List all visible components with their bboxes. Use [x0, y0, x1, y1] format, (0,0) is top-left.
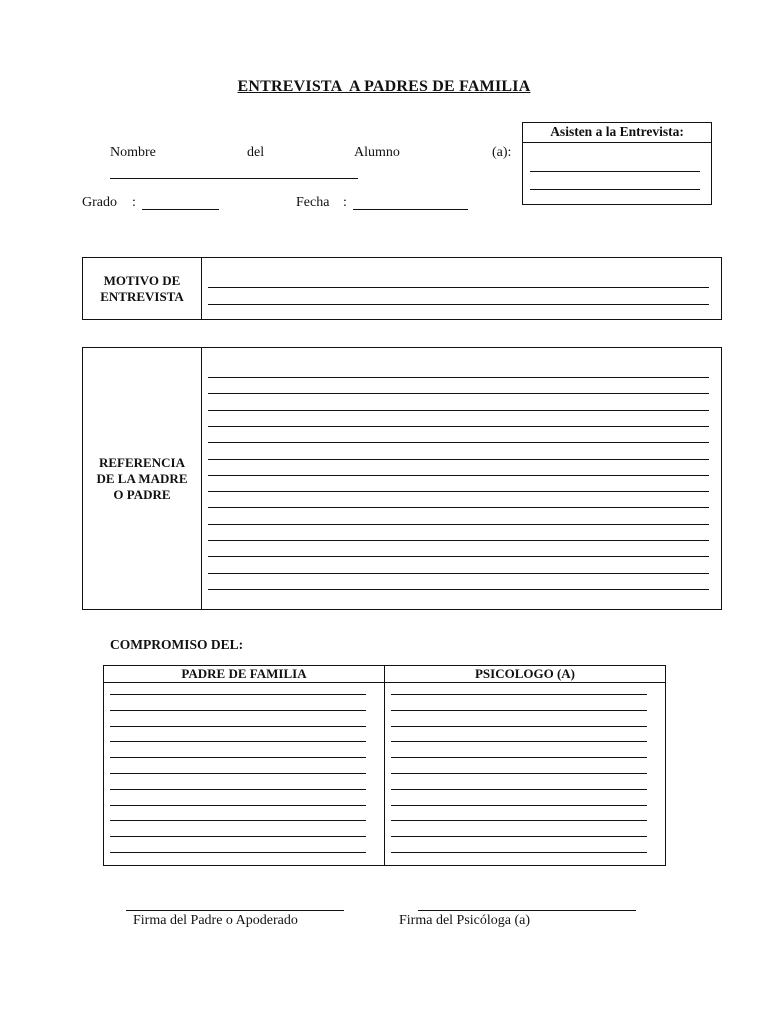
referencia-line[interactable] — [208, 459, 709, 460]
page-title: ENTREVISTA A PADRES DE FAMILIA — [237, 78, 531, 95]
motivo-label — [83, 258, 202, 319]
padre-line[interactable] — [110, 757, 366, 758]
psicologo-line[interactable] — [391, 852, 647, 853]
padre-line[interactable] — [110, 710, 366, 711]
student-name-field[interactable] — [110, 178, 358, 179]
padre-line[interactable] — [110, 805, 366, 806]
motivo-box — [82, 257, 722, 320]
grado-field[interactable] — [142, 209, 219, 210]
padre-line[interactable] — [110, 726, 366, 727]
referencia-line[interactable] — [208, 556, 709, 557]
padre-line[interactable] — [110, 773, 366, 774]
referencia-box — [82, 347, 722, 610]
psicologo-line[interactable] — [391, 773, 647, 774]
referencia-line[interactable] — [208, 540, 709, 541]
referencia-line[interactable] — [208, 524, 709, 525]
referencia-line[interactable] — [208, 507, 709, 508]
psicologo-line[interactable] — [391, 836, 647, 837]
firma-padre-line[interactable] — [126, 910, 344, 911]
motivo-line[interactable] — [208, 304, 709, 305]
padre-line[interactable] — [110, 820, 366, 821]
psicologo-line[interactable] — [391, 694, 647, 695]
fecha-colon: : — [343, 195, 347, 210]
padre-line[interactable] — [110, 694, 366, 695]
psicologo-line[interactable] — [391, 820, 647, 821]
referencia-line[interactable] — [208, 377, 709, 378]
referencia-line[interactable] — [208, 589, 709, 590]
motivo-label-line: MOTIVO DE — [103, 272, 181, 288]
alumno-label: Alumno — [354, 145, 400, 160]
del-label: del — [247, 145, 265, 160]
padre-column-header: PADRE DE FAMILIA — [104, 666, 384, 683]
motivo-line[interactable] — [208, 287, 709, 288]
psicologo-line[interactable] — [391, 805, 647, 806]
padre-line[interactable] — [110, 836, 366, 837]
padre-line[interactable] — [110, 852, 366, 853]
psicologo-line[interactable] — [391, 741, 647, 742]
asisten-line[interactable] — [530, 171, 700, 172]
padre-column — [104, 666, 384, 865]
compromiso-table — [103, 665, 666, 866]
referencia-line[interactable] — [208, 573, 709, 574]
grado-label: Grado — [82, 195, 117, 210]
asisten-title: Asisten a la Entrevista: — [523, 123, 711, 143]
padre-line[interactable] — [110, 741, 366, 742]
referencia-label-line: REFERENCIA — [99, 454, 185, 470]
psicologo-line[interactable] — [391, 710, 647, 711]
psicologo-line[interactable] — [391, 789, 647, 790]
compromiso-heading: COMPROMISO DEL: — [110, 637, 244, 652]
firma-padre-label: Firma del Padre o Apoderado — [133, 913, 298, 928]
nombre-label: Nombre — [110, 145, 156, 160]
referencia-line[interactable] — [208, 491, 709, 492]
padre-line[interactable] — [110, 789, 366, 790]
psicologo-column-header: PSICOLOGO (A) — [385, 666, 665, 683]
fecha-field[interactable] — [353, 209, 468, 210]
firma-psicologa-line[interactable] — [418, 910, 636, 911]
grado-colon: : — [132, 195, 136, 210]
referencia-line[interactable] — [208, 426, 709, 427]
asisten-line[interactable] — [530, 189, 700, 190]
referencia-line[interactable] — [208, 475, 709, 476]
fecha-label: Fecha — [296, 195, 330, 210]
referencia-label — [83, 348, 202, 609]
alumno-a-label: (a): — [492, 145, 512, 160]
referencia-label-line: O PADRE — [113, 486, 171, 502]
asisten-box — [522, 122, 712, 205]
psicologo-column — [384, 666, 665, 865]
firma-psicologa-label: Firma del Psicóloga (a) — [399, 913, 531, 928]
referencia-line[interactable] — [208, 393, 709, 394]
motivo-label-line: ENTREVISTA — [100, 288, 184, 304]
referencia-line[interactable] — [208, 442, 709, 443]
referencia-line[interactable] — [208, 410, 709, 411]
psicologo-line[interactable] — [391, 726, 647, 727]
psicologo-line[interactable] — [391, 757, 647, 758]
referencia-label-line: DE LA MADRE — [96, 470, 188, 486]
